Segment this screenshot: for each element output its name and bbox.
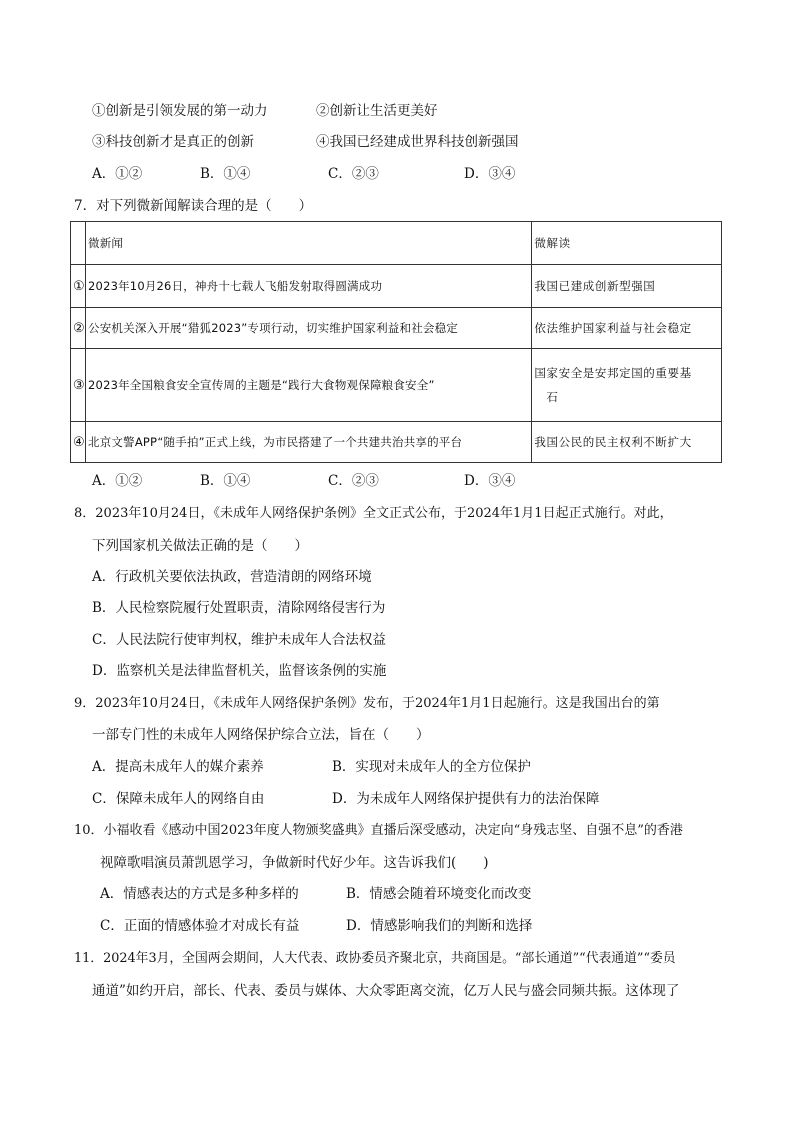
row-mark: ① bbox=[71, 265, 86, 308]
q10-stem-line1: 10．小福收看《感动中国2023年度人物颁奖盛典》直播后深受感动，决定向“身残志坚、自强不息”的香港 bbox=[74, 823, 683, 838]
q9-option-c[interactable]: C．保障未成年人的网络自由 bbox=[92, 791, 265, 807]
row-mark: ④ bbox=[71, 422, 86, 463]
row-mark: ③ bbox=[71, 349, 86, 422]
row-news: 公安机关深入开展“猎狐2023”专项行动，切实维护国家利益和社会稳定 bbox=[86, 308, 532, 349]
q7-stem: 7．对下列微新闻解读合理的是（ ） bbox=[74, 198, 313, 214]
q9-stem-line1: 9．2023年10月24日，《未成年人网络保护条例》发布，于2024年1月1日起施行。这是我国出台的第 bbox=[74, 696, 660, 711]
q7-option-a[interactable]: A．①② bbox=[92, 473, 143, 489]
row-interpretation-cell bbox=[532, 349, 722, 422]
q8-stem-line1: 8．2023年10月24日，《未成年人网络保护条例》全文正式公布，于2024年1月1日起正式施行。对此， bbox=[74, 506, 673, 521]
q6-option-a[interactable]: A．①② bbox=[92, 166, 143, 182]
table-row bbox=[71, 265, 722, 308]
q8-stem-line2: 下列国家机关做法正确的是（ ） bbox=[92, 538, 308, 554]
q10-option-a[interactable]: A．情感表达的方式是多种多样的 bbox=[100, 886, 299, 902]
table-row bbox=[71, 422, 722, 463]
row-interpretation: 国家安全是安邦定国的重要基 bbox=[534, 366, 692, 380]
q9-option-a[interactable]: A．提高未成年人的媒介素养 bbox=[92, 759, 264, 775]
table-row bbox=[71, 349, 722, 422]
q7-option-d[interactable]: D．③④ bbox=[464, 473, 516, 489]
q8-option-d[interactable]: D．监察机关是法律监督机关，监督该条例的实施 bbox=[92, 663, 387, 679]
q7-news-table bbox=[70, 221, 722, 463]
row-interpretation-continued: 石 bbox=[546, 390, 559, 404]
row-interpretation: 我国已建成创新型强国 bbox=[532, 265, 722, 308]
q6-option-b[interactable]: B．①④ bbox=[200, 166, 251, 182]
q9-option-d[interactable]: D．为未成年人网络保护提供有力的法治保障 bbox=[332, 791, 600, 807]
header-news: 微新闻 bbox=[86, 222, 532, 265]
table-header-row bbox=[71, 222, 722, 265]
table-row bbox=[71, 308, 722, 349]
q7-option-c[interactable]: C．②③ bbox=[328, 473, 379, 489]
row-interpretation: 依法维护国家利益与社会稳定 bbox=[532, 308, 722, 349]
row-news: 北京文警APP“随手拍”正式上线，为市民搭建了一个共建共治共享的平台 bbox=[86, 422, 532, 463]
q7-option-b[interactable]: B．①④ bbox=[200, 473, 251, 489]
q6-item-1: ①创新是引领发展的第一动力 bbox=[92, 103, 268, 119]
q6-item-2: ②创新让生活更美好 bbox=[316, 103, 438, 119]
row-news: 2023年全国粮食安全宣传周的主题是“践行大食物观保障粮食安全” bbox=[86, 349, 532, 422]
header-mark-cell bbox=[71, 222, 86, 265]
q6-item-4: ④我国已经建成世界科技创新强国 bbox=[316, 134, 519, 150]
q8-option-a[interactable]: A．行政机关要依法执政，营造清朗的网络环境 bbox=[92, 569, 372, 585]
q9-option-b[interactable]: B．实现对未成年人的全方位保护 bbox=[332, 759, 531, 775]
q10-option-d[interactable]: D．情感影响我们的判断和选择 bbox=[346, 918, 533, 934]
row-news: 2023年10月26日，神舟十七载人飞船发射取得圆满成功 bbox=[86, 265, 532, 308]
q11-stem-line1: 11．2024年3月，全国两会期间，人大代表、政协委员齐聚北京，共商国是。“部长通道”“代表通道”“委员 bbox=[74, 951, 676, 966]
header-interpretation: 微解读 bbox=[532, 222, 722, 265]
q6-option-c[interactable]: C．②③ bbox=[328, 166, 379, 182]
q6-item-3: ③科技创新才是真正的创新 bbox=[92, 134, 254, 150]
q8-option-b[interactable]: B．人民检察院履行处置职责，清除网络侵害行为 bbox=[92, 600, 386, 616]
q10-option-c[interactable]: C．正面的情感体验才对成长有益 bbox=[100, 918, 300, 934]
q6-option-d[interactable]: D．③④ bbox=[464, 166, 516, 182]
q10-option-b[interactable]: B．情感会随着环境变化而改变 bbox=[346, 886, 532, 902]
q8-option-c[interactable]: C．人民法院行使审判权，维护未成年人合法权益 bbox=[92, 632, 386, 648]
q11-stem-line2: 通道”如约开启，部长、代表、委员与媒体、大众零距离交流，亿万人民与盛会同频共振。这体现了 bbox=[92, 983, 680, 999]
q10-stem-line2: 视障歌唱演员萧凯恩学习，争做新时代好少年。这告诉我们( ) bbox=[100, 855, 489, 871]
q9-stem-line2: 一部专门性的未成年人网络保护综合立法，旨在（ ） bbox=[92, 727, 430, 743]
row-interpretation: 我国公民的民主权利不断扩大 bbox=[532, 422, 722, 463]
row-mark: ② bbox=[71, 308, 86, 349]
